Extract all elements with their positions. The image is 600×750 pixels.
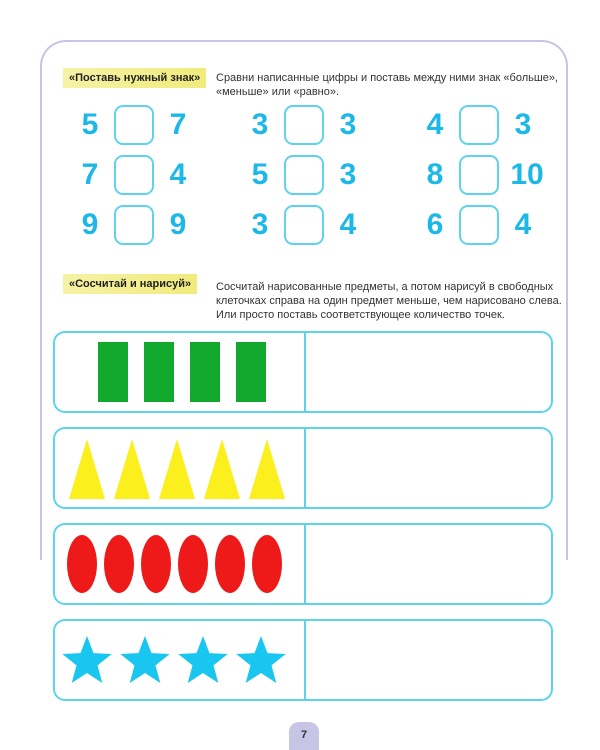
compare-left-number: 3 <box>251 108 269 141</box>
sign-input-box[interactable] <box>114 155 154 195</box>
compare-right-number: 3 <box>339 158 357 191</box>
compare-left-number: 5 <box>251 158 269 191</box>
instruction-compare-line-2: «меньше» или «равно». <box>216 86 340 98</box>
compare-left-number: 5 <box>81 108 99 141</box>
compare-right-number: 3 <box>514 108 532 141</box>
count-row-star <box>53 619 553 701</box>
shape-group <box>55 621 305 699</box>
compare-left-number: 6 <box>426 208 444 241</box>
compare-pair <box>415 105 543 145</box>
compare-pair <box>415 155 551 195</box>
compare-right-number: 3 <box>339 108 357 141</box>
compare-right-number: 7 <box>169 108 187 141</box>
row-divider <box>304 429 306 507</box>
ellipse-shape <box>104 535 134 593</box>
answer-draw-area[interactable] <box>307 525 551 603</box>
section-tag-compare: «Поставь нужный знак» <box>63 68 206 88</box>
sign-input-box[interactable] <box>459 105 499 145</box>
sign-input-box[interactable] <box>459 155 499 195</box>
ellipse-shape <box>178 535 208 593</box>
row-divider <box>304 333 306 411</box>
count-row-triangle <box>53 427 553 509</box>
compare-pair <box>240 155 368 195</box>
compare-left-number: 3 <box>251 208 269 241</box>
compare-right-number: 4 <box>514 208 532 241</box>
compare-pair <box>240 105 368 145</box>
sign-input-box[interactable] <box>284 155 324 195</box>
row-divider <box>304 525 306 603</box>
shape-group <box>55 429 305 507</box>
row-divider <box>304 621 306 699</box>
count-row-rectangle <box>53 331 553 413</box>
instruction-compare-line-1: Сравни написанные цифры и поставь между ними знак «больше», <box>216 72 558 84</box>
answer-draw-area[interactable] <box>307 429 551 507</box>
answer-draw-area[interactable] <box>307 333 551 411</box>
compare-pair <box>240 205 368 245</box>
triangle-shape <box>204 439 240 499</box>
compare-pair <box>70 205 198 245</box>
rectangle-shape <box>98 342 128 402</box>
sign-input-box[interactable] <box>114 105 154 145</box>
compare-right-number: 4 <box>169 158 187 191</box>
rectangle-shape <box>144 342 174 402</box>
compare-left-number: 7 <box>81 158 99 191</box>
ellipse-shape <box>67 535 97 593</box>
rectangle-shape <box>190 342 220 402</box>
star-shape <box>62 636 111 683</box>
ellipse-shape <box>215 535 245 593</box>
triangle-shape <box>69 439 105 499</box>
instruction-count-line-3: Или просто поставь соответствующее количество точек. <box>216 309 505 321</box>
compare-pair <box>70 105 198 145</box>
rectangle-shape <box>236 342 266 402</box>
ellipse-shape <box>252 535 282 593</box>
compare-left-number: 9 <box>81 208 99 241</box>
compare-right-number: 9 <box>169 208 187 241</box>
sign-input-box[interactable] <box>284 105 324 145</box>
triangle-shape <box>114 439 150 499</box>
ellipse-shape <box>141 535 171 593</box>
triangle-shape <box>249 439 285 499</box>
instruction-count-line-2: клеточках справа на один предмет меньше, чем нарисовано слева. <box>216 295 562 307</box>
sign-input-box[interactable] <box>459 205 499 245</box>
star-shape <box>236 636 285 683</box>
compare-pair <box>70 155 198 195</box>
compare-right-number: 10 <box>510 158 544 191</box>
shape-group <box>55 525 305 603</box>
section-tag-count: «Сосчитай и нарисуй» <box>63 274 197 294</box>
count-row-ellipse <box>53 523 553 605</box>
instruction-compare <box>216 71 566 99</box>
compare-right-number: 4 <box>339 208 357 241</box>
star-shape <box>120 636 169 683</box>
instruction-count-line-1: Сосчитай нарисованные предметы, а потом нарисуй в свободных <box>216 281 554 293</box>
answer-draw-area[interactable] <box>307 621 551 699</box>
triangle-shape <box>159 439 195 499</box>
compare-left-number: 8 <box>426 158 444 191</box>
instruction-count <box>216 280 576 322</box>
compare-left-number: 4 <box>426 108 444 141</box>
sign-input-box[interactable] <box>284 205 324 245</box>
page-number: 7 <box>289 722 319 750</box>
star-shape <box>178 636 227 683</box>
compare-pair <box>415 205 543 245</box>
sign-input-box[interactable] <box>114 205 154 245</box>
shape-group <box>55 333 305 411</box>
